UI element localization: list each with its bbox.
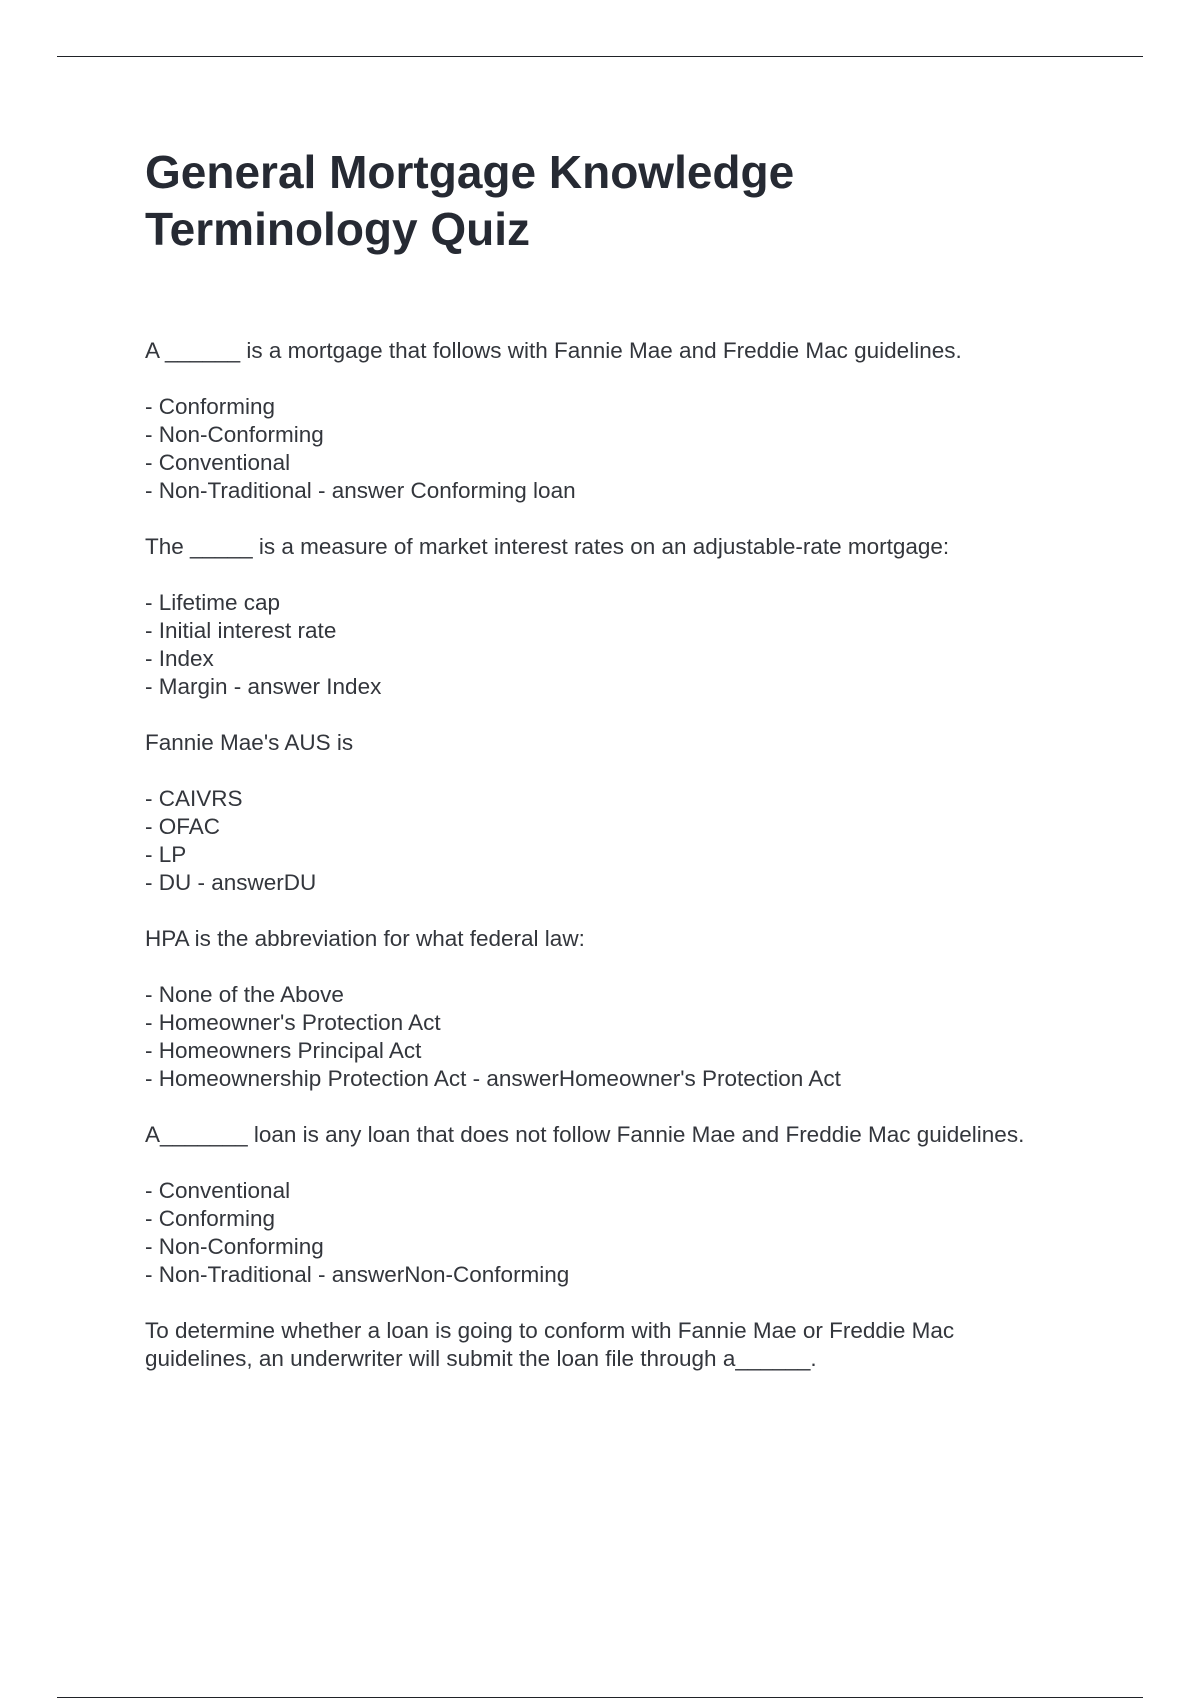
question-options-1 xyxy=(145,393,1065,505)
question-options-5 xyxy=(145,1177,1065,1289)
question-prompt-2: The _____ is a measure of market interest rates on an adjustable-rate mortgage: xyxy=(145,534,950,559)
question-block-1 xyxy=(145,337,1065,505)
option-item: - Non-Traditional - answerNon-Conforming xyxy=(145,1262,570,1287)
question-prompt-6: To determine whether a loan is going to conform with Fannie Mae or Freddie Mac guidelines, an underwriter will submit the loan file through a______. xyxy=(145,1318,961,1371)
option-item: - LP xyxy=(145,842,187,867)
question-options-2 xyxy=(145,589,1065,701)
question-prompt-5: A_______ loan is any loan that does not follow Fannie Mae and Freddie Mac guidelines. xyxy=(145,1122,1025,1147)
quiz-content xyxy=(145,337,1065,1373)
option-item: - Initial interest rate xyxy=(145,618,337,643)
option-item: - OFAC xyxy=(145,814,221,839)
question-prompt-3: Fannie Mae's AUS is xyxy=(145,730,354,755)
option-item: - Conforming xyxy=(145,1206,276,1231)
question-block-3 xyxy=(145,729,1065,897)
question-prompt-4: HPA is the abbreviation for what federal law: xyxy=(145,926,585,951)
top-rule xyxy=(57,56,1143,57)
document-title: General Mortgage Knowledge Terminology Quiz xyxy=(145,146,795,255)
option-item: - Homeowner's Protection Act xyxy=(145,1010,441,1035)
option-item: - Conforming xyxy=(145,394,276,419)
option-item: - Margin - answer Index xyxy=(145,674,382,699)
question-block-6 xyxy=(145,1317,1065,1373)
option-item: - Homeowners Principal Act xyxy=(145,1038,422,1063)
option-item: - Conventional xyxy=(145,450,291,475)
question-block-2 xyxy=(145,533,1065,701)
bottom-rule xyxy=(57,1697,1143,1698)
question-options-4 xyxy=(145,981,1065,1093)
option-item: - CAIVRS xyxy=(145,786,243,811)
option-item: - Non-Conforming xyxy=(145,1234,324,1259)
option-item: - Conventional xyxy=(145,1178,291,1203)
option-item: - DU - answerDU xyxy=(145,870,317,895)
question-block-5 xyxy=(145,1121,1065,1289)
option-item: - Non-Conforming xyxy=(145,422,324,447)
option-item: - Non-Traditional - answer Conforming loan xyxy=(145,478,576,503)
option-item: - Index xyxy=(145,646,214,671)
option-item: - None of the Above xyxy=(145,982,344,1007)
question-options-3 xyxy=(145,785,1065,897)
option-item: - Homeownership Protection Act - answerHomeowner's Protection Act xyxy=(145,1066,841,1091)
question-block-4 xyxy=(145,925,1065,1093)
question-prompt-1: A ______ is a mortgage that follows with Fannie Mae and Freddie Mac guidelines. xyxy=(145,338,962,363)
option-item: - Lifetime cap xyxy=(145,590,281,615)
